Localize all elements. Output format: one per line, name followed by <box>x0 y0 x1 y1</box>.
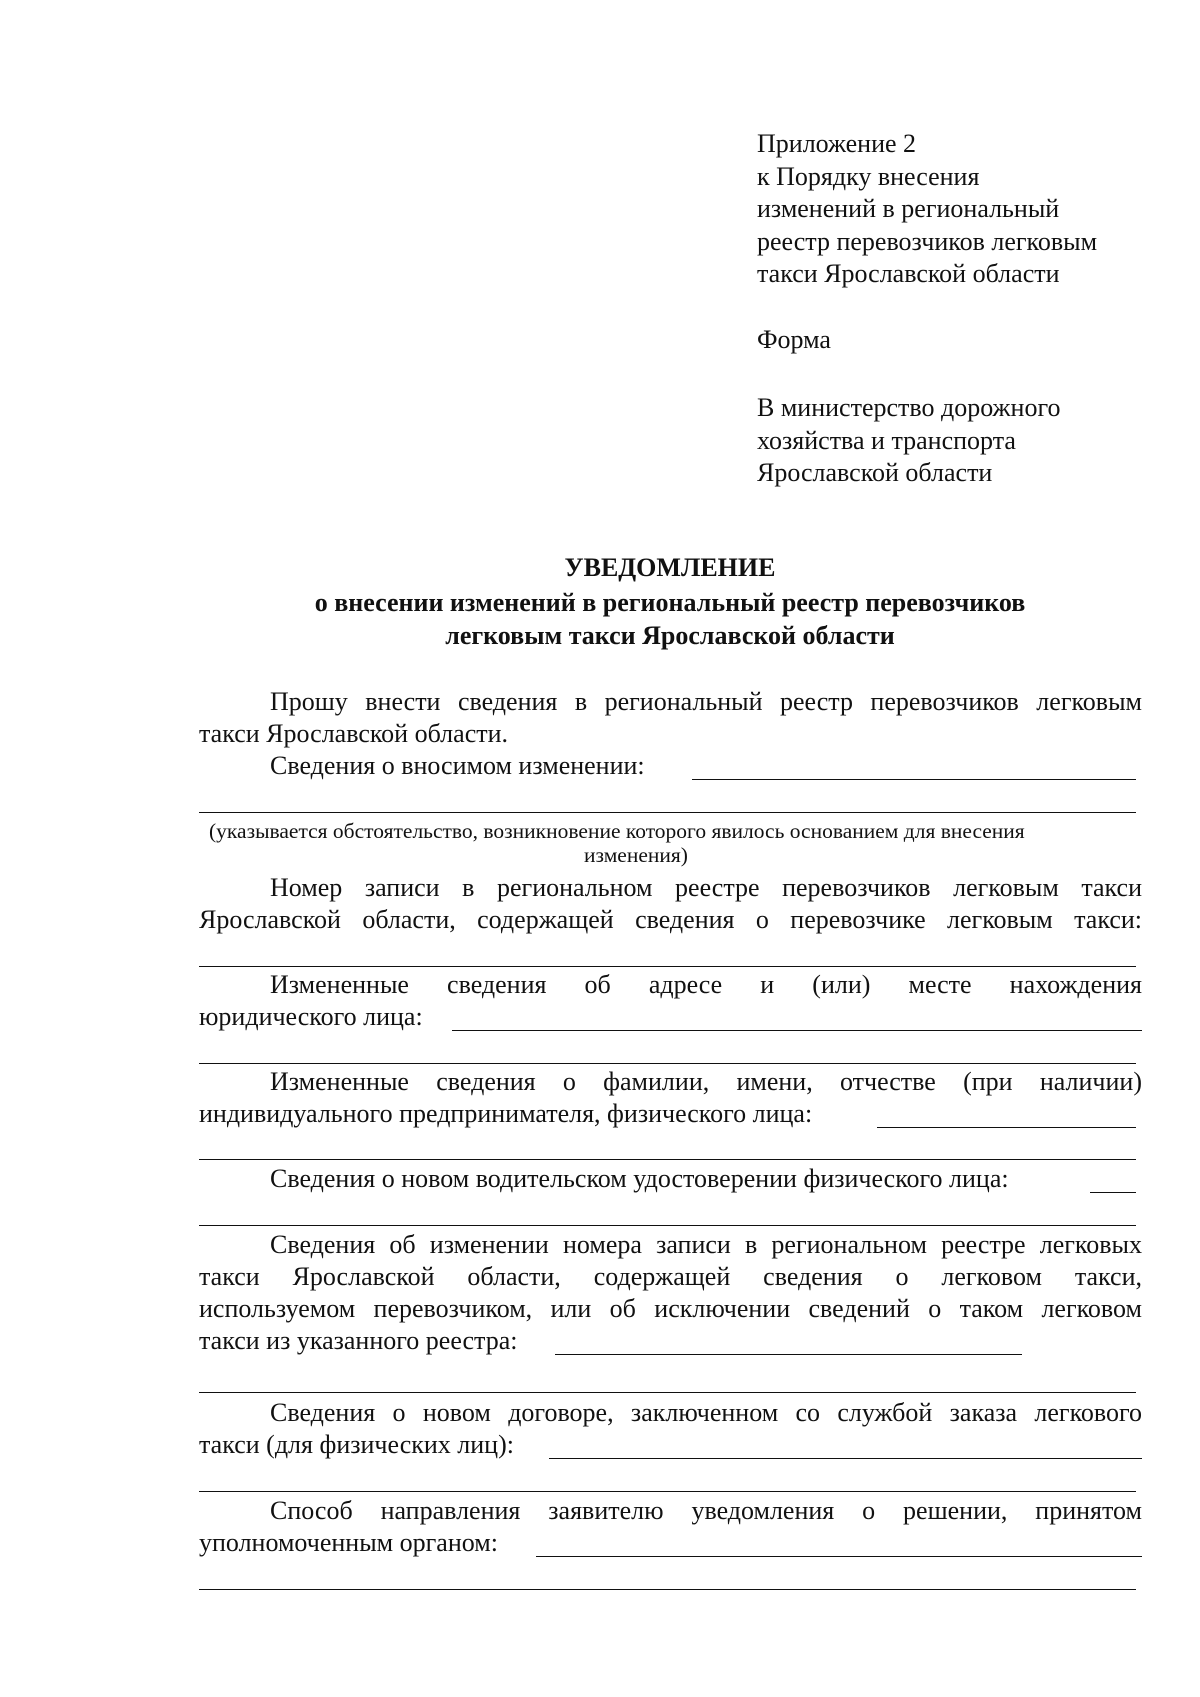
appendix-line: Приложение 2 <box>757 129 917 158</box>
method-line: уполномоченным органом: <box>199 1528 498 1557</box>
method-line: Способ направления заявителю уведомления о решении, принятом <box>270 1496 1142 1525</box>
appendix-line: к Порядку внесения <box>757 161 980 191</box>
address-input-line[interactable] <box>452 1030 1142 1031</box>
fio-input-line-2[interactable] <box>199 1159 1136 1160</box>
license-input-line[interactable] <box>1090 1192 1136 1193</box>
record-input-line[interactable] <box>199 966 1136 967</box>
address-line: юридического лица: <box>199 1002 423 1031</box>
change-label-text: Сведения о вносимом изменении: <box>270 751 645 780</box>
appendix-block <box>757 128 1097 291</box>
intro-line: Прошу внести сведения в региональный реестр перевозчиков легковым <box>270 687 1142 716</box>
change-note: изменения) <box>584 843 688 867</box>
form-label: Форма <box>757 325 831 354</box>
addressee-block <box>757 392 1060 490</box>
taxi-input-line[interactable] <box>555 1354 1022 1355</box>
fio-line: Измененные сведения о фамилии, имени, отчестве (при наличии) <box>270 1067 1142 1096</box>
change-note: (указывается обстоятельство, возникновение которого явилось основанием для внесения <box>209 819 1025 843</box>
license-line: Сведения о новом водительском удостоверении физического лица: <box>270 1164 1009 1193</box>
document-subtitle: о внесении изменений в региональный реестр перевозчиков <box>314 588 1026 617</box>
fio-input-line[interactable] <box>877 1127 1136 1128</box>
contract-input-line[interactable] <box>549 1458 1142 1459</box>
addressee-line: В министерство дорожного <box>757 393 1061 422</box>
contract-line: Сведения о новом договоре, заключенном со службой заказа легкового <box>270 1398 1142 1427</box>
addressee-line: хозяйства и транспорта <box>757 425 1016 455</box>
taxi-line: используемом перевозчиком, или об исключении сведений о таком легковом <box>199 1294 1142 1323</box>
record-line: Номер записи в региональном реестре перевозчиков легковым такси <box>270 873 1142 902</box>
taxi-line: такси Ярославской области, содержащей сведения о легковом такси, <box>199 1262 1142 1291</box>
method-input-line[interactable] <box>536 1556 1142 1557</box>
taxi-input-line-2[interactable] <box>199 1392 1136 1393</box>
document-subtitle: легковым такси Ярославской области <box>445 621 895 650</box>
intro-line: такси Ярославской области. <box>199 719 509 748</box>
appendix-line: реестр перевозчиков легковым <box>757 226 1098 256</box>
address-input-line-2[interactable] <box>199 1063 1136 1064</box>
fio-line: индивидуального предпринимателя, физического лица: <box>199 1099 813 1128</box>
contract-input-line-2[interactable] <box>199 1491 1136 1492</box>
change-label <box>270 751 645 781</box>
license-input-line-2[interactable] <box>199 1225 1136 1226</box>
taxi-line: Сведения об изменении номера записи в региональном реестре легковых <box>270 1230 1142 1259</box>
document-title: УВЕДОМЛЕНИЕ <box>564 553 776 582</box>
record-line: Ярославской области, содержащей сведения о перевозчике легковым такси: <box>199 905 1142 934</box>
change-input-line-2[interactable] <box>199 812 1136 813</box>
taxi-line: такси из указанного реестра: <box>199 1326 518 1355</box>
method-input-line-2[interactable] <box>199 1589 1136 1590</box>
change-input-line[interactable] <box>692 779 1136 780</box>
contract-line: такси (для физических лиц): <box>199 1430 514 1459</box>
appendix-line: изменений в региональный <box>757 194 1060 223</box>
addressee-line: Ярославской области <box>757 458 993 487</box>
address-line: Измененные сведения об адресе и (или) месте нахождения <box>270 970 1142 999</box>
appendix-line: такси Ярославской области <box>757 259 1060 288</box>
